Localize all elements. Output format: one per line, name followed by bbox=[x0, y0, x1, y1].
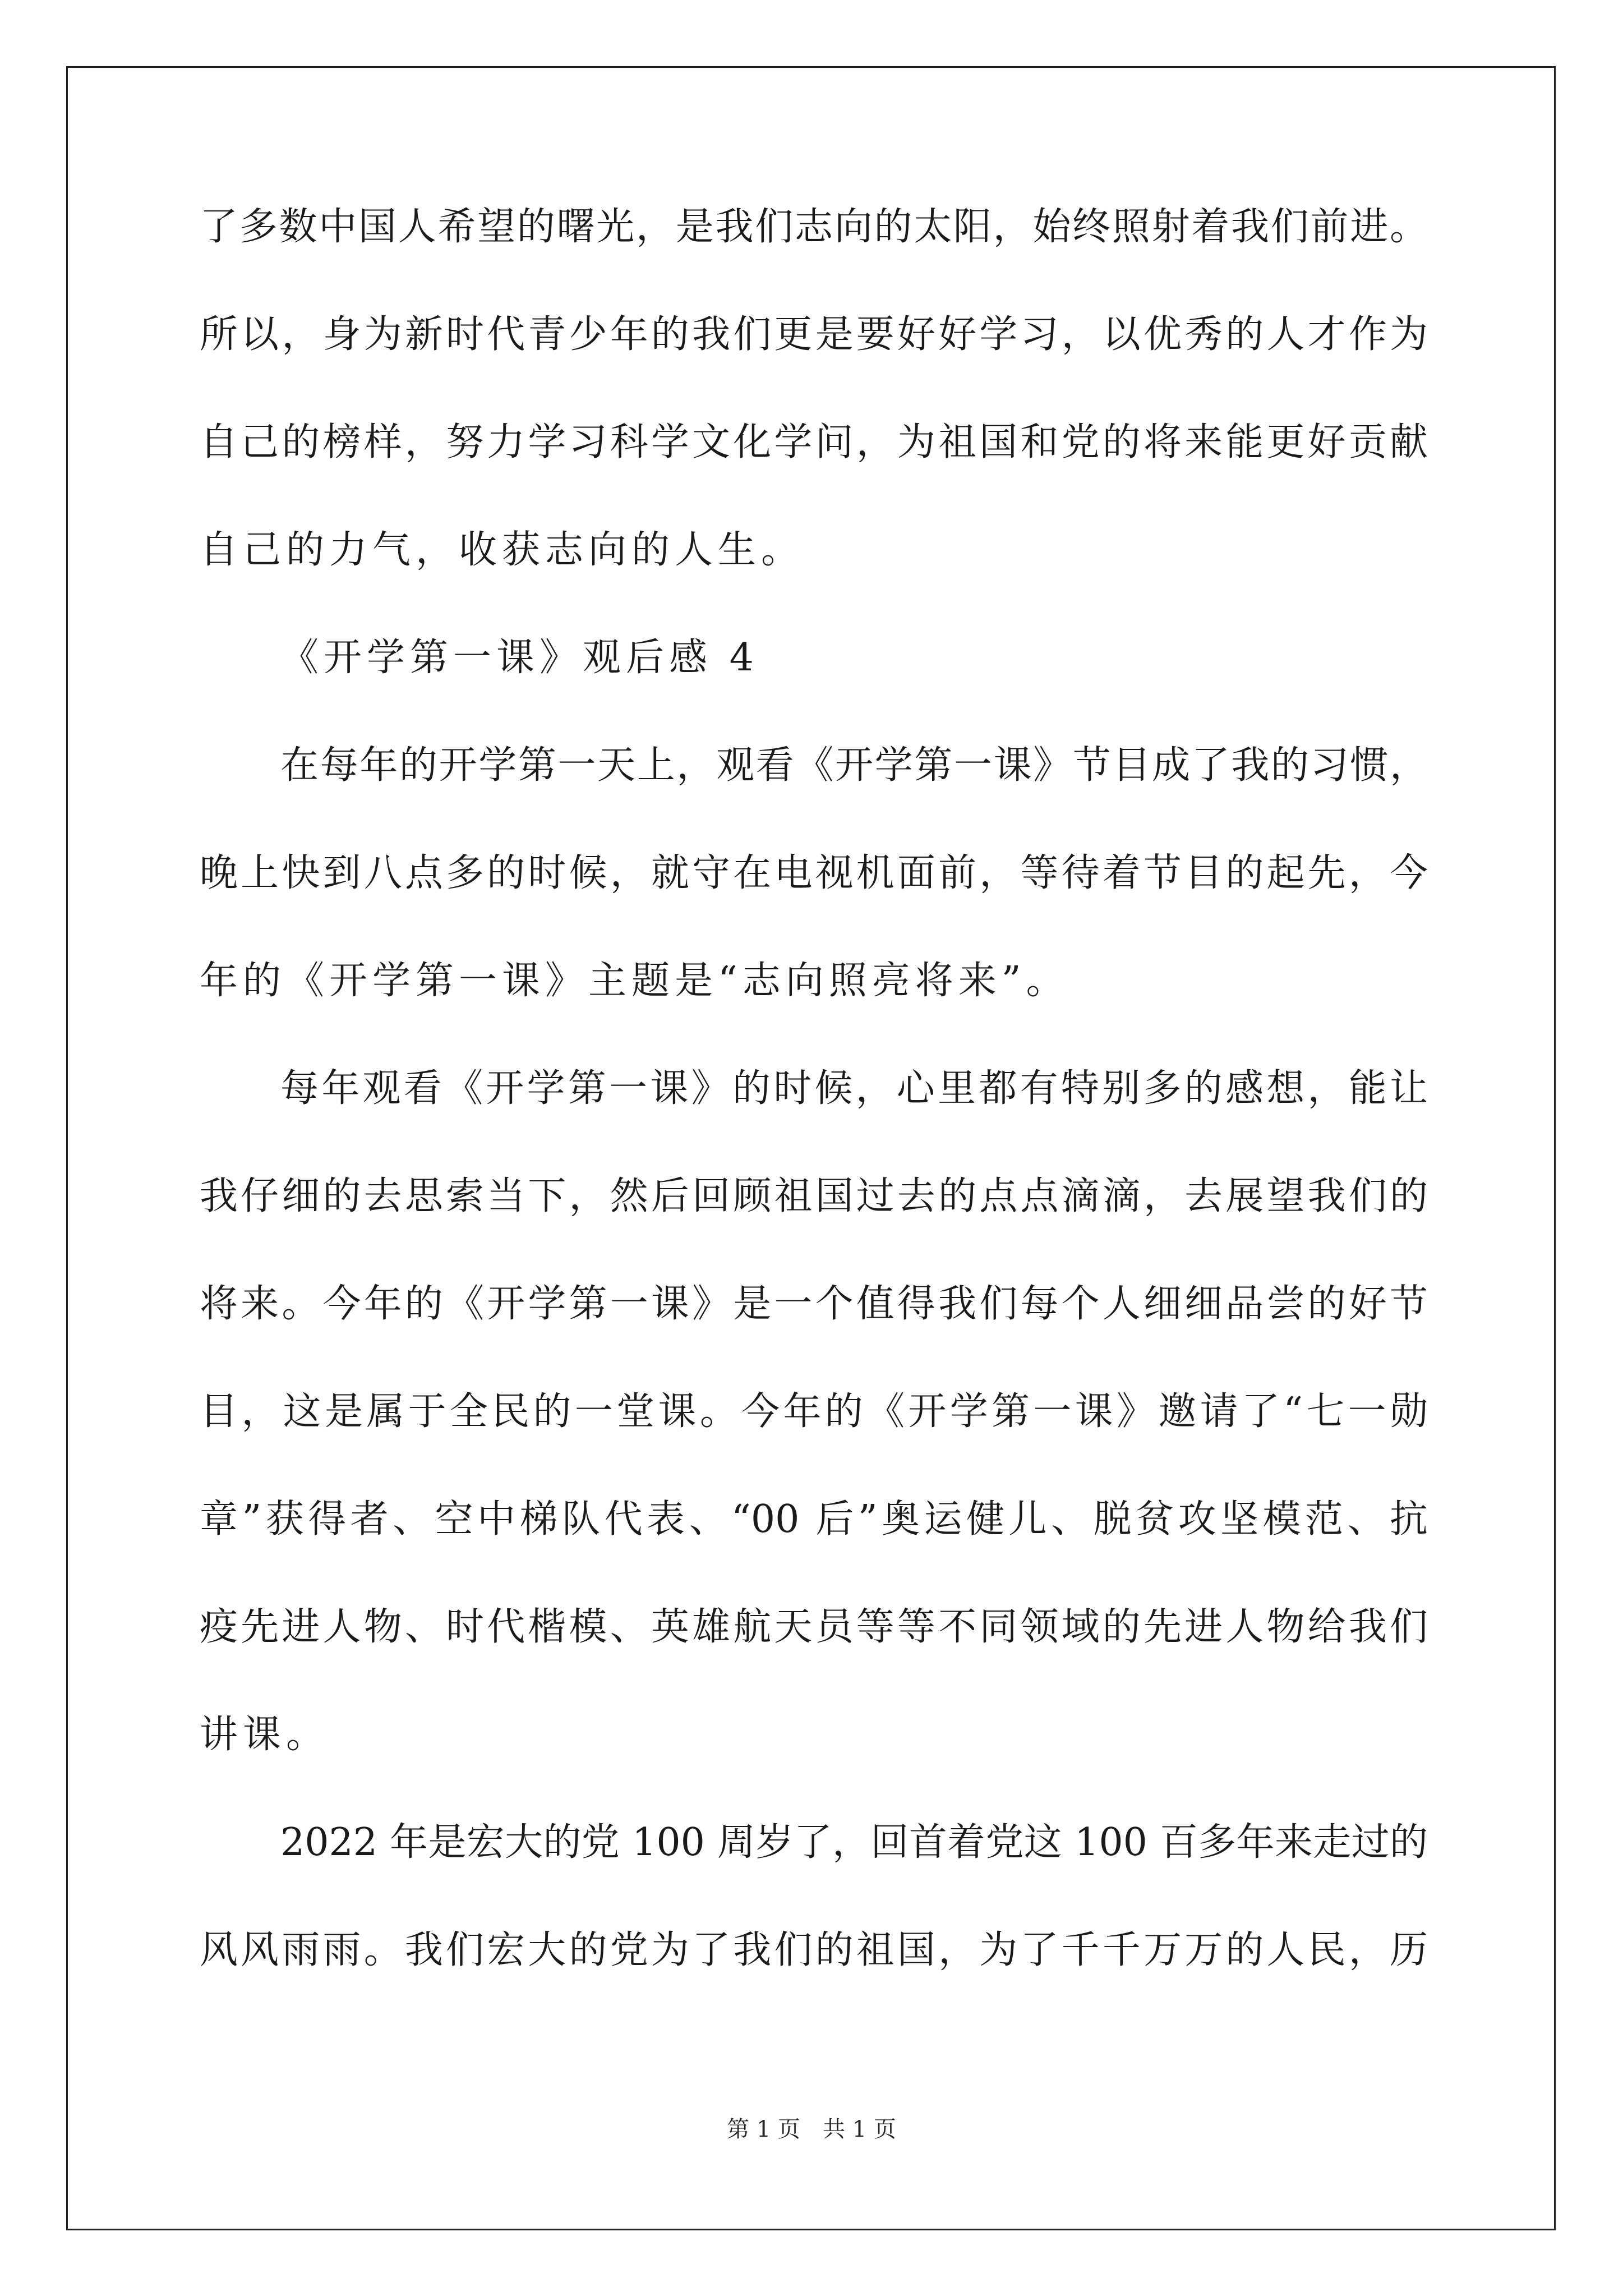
section-heading: 《开学第一课》观后感 4 bbox=[280, 636, 759, 680]
text-line: 自己的力气，收获志向的人生。 bbox=[200, 528, 805, 572]
text-line: 讲课。 bbox=[200, 1713, 330, 1757]
text-line: 每年观看《开学第一课》的时候，心里都有特别多的感想，能让 bbox=[280, 1066, 1428, 1111]
text-line: 2022 年是宏大的党 100 周岁了，回首着党这 100 百多年来走过的 bbox=[280, 1820, 1428, 1865]
text-line: 目，这是属于全民的一堂课。今年的《开学第一课》邀请了“七一勋 bbox=[200, 1389, 1428, 1434]
text-line: 自己的榜样，努力学习科学文化学问，为祖国和党的将来能更好贡献 bbox=[200, 420, 1428, 464]
text-line: 所以，身为新时代青少年的我们更是要好好学习，以优秀的人才作为 bbox=[200, 312, 1428, 357]
text-line: 我仔细的去思索当下，然后回顾祖国过去的点点滴滴，去展望我们的 bbox=[200, 1174, 1428, 1218]
text-line: 风风雨雨。我们宏大的党为了我们的祖国，为了千千万万的人民，历 bbox=[200, 1928, 1428, 1972]
text-line: 疫先进人物、时代楷模、英雄航天员等等不同领域的先进人物给我们 bbox=[200, 1605, 1428, 1649]
page-footer bbox=[0, 2113, 1623, 2146]
page-border bbox=[66, 66, 1556, 2230]
text-line: 了多数中国人希望的曙光，是我们志向的太阳，始终照射着我们前进。 bbox=[200, 205, 1428, 249]
text-line: 在每年的开学第一天上，观看《开学第一课》节目成了我的习惯， bbox=[280, 743, 1428, 788]
text-line: 将来。今年的《开学第一课》是一个值得我们每个人细细品尝的好节 bbox=[200, 1282, 1428, 1326]
text-line: 年的《开学第一课》主题是“志向照亮将来”。 bbox=[200, 959, 1069, 1003]
text-line: 章”获得者、空中梯队代表、“00 后”奥运健儿、脱贫攻坚模范、抗 bbox=[200, 1497, 1428, 1542]
text-line: 晚上快到八点多的时候，就守在电视机面前，等待着节目的起先，今 bbox=[200, 851, 1428, 895]
page-number: 第 1 页 共 1 页 bbox=[727, 2116, 896, 2142]
